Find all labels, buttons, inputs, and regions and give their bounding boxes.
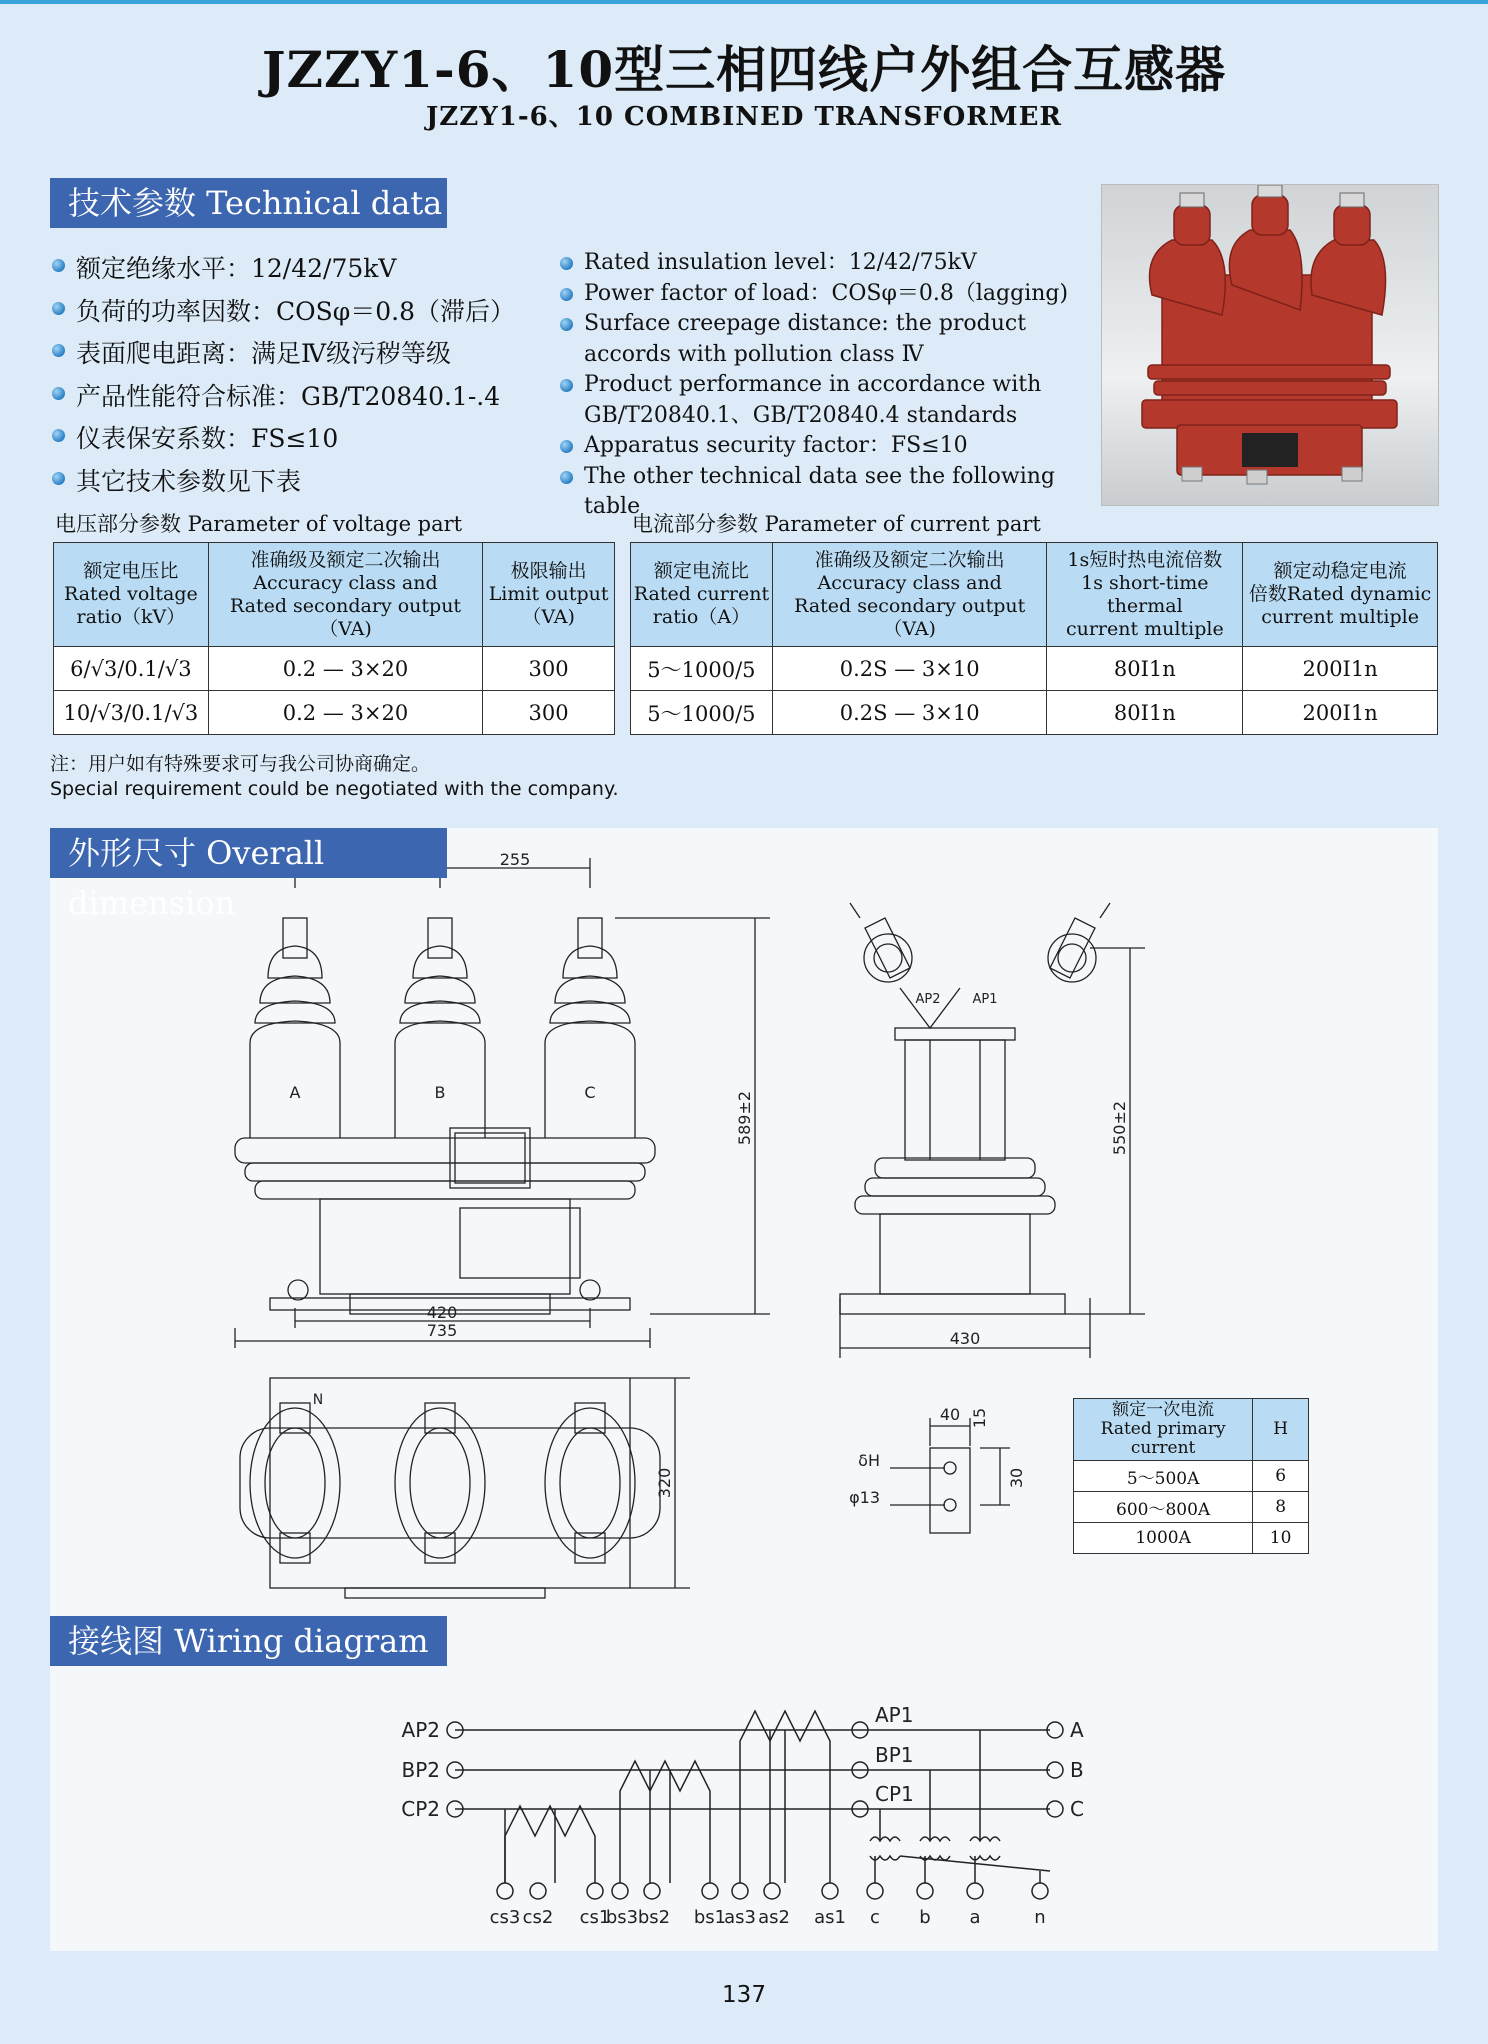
h-value-table (1073, 1398, 1309, 1554)
list-item: 额定绝缘水平：12/42/75kV (52, 248, 515, 291)
label-ap2: AP2 (915, 992, 941, 1007)
section-header-wiring-diagram: 接线图 Wiring diagram (50, 1616, 447, 1666)
wiring-panel (50, 1616, 1438, 1951)
column-header: 极限输出 Limit output （VA) (483, 543, 615, 647)
column-header: 额定一次电流 Rated primary current (1074, 1399, 1253, 1461)
list-item: 表面爬电距离：满足Ⅳ级污秽等级 (52, 333, 515, 376)
terminal-label: as2 (758, 1907, 790, 1928)
note-en: Special requirement could be negotiated with the company. (50, 778, 619, 800)
table-row: 5～1000/5 0.2S — 3×10 80I1n 200I1n (631, 691, 1438, 735)
dim-delta-h: δH (858, 1451, 880, 1470)
phase-label-b: B (434, 1083, 446, 1102)
section-header-technical-data: 技术参数 Technical data (50, 178, 447, 228)
current-parameter-table (630, 542, 1438, 735)
list-item: Power factor of load：COSφ＝0.8（lagging) (560, 279, 1100, 310)
list-item: Surface creepage distance: the product accords with pollution class Ⅳ (560, 309, 1100, 370)
label-n: N (312, 1392, 324, 1408)
list-item: The other technical data see the following table (560, 462, 1100, 523)
dim-15: 15 (970, 1407, 989, 1429)
wiring-label-cp2: CP2 (401, 1797, 440, 1821)
wiring-label-c: C (1070, 1797, 1084, 1821)
note (50, 752, 619, 802)
page-number: 137 (722, 1982, 766, 2008)
dim-550: 550±2 (1110, 1100, 1129, 1156)
list-item: Rated insulation level：12/42/75kV (560, 248, 1100, 279)
voltage-parameter-table (53, 542, 615, 735)
table-row: 600～800A 8 (1074, 1492, 1309, 1523)
dim-phi-13: φ13 (849, 1488, 880, 1507)
current-table-caption: 电流部分参数 Parameter of current part (632, 512, 1041, 536)
terminal-label: cs1 (579, 1907, 611, 1928)
terminal-label: a (969, 1907, 981, 1928)
list-item: 产品性能符合标准：GB/T20840.1-.4 (52, 376, 515, 419)
wiring-label-bp2: BP2 (401, 1758, 440, 1782)
terminal-label: bs2 (637, 1907, 671, 1928)
dim-30: 30 (1007, 1467, 1026, 1489)
product-photo (1101, 184, 1439, 506)
dim-589: 589±2 (735, 1090, 754, 1146)
wiring-label-ap2: AP2 (401, 1718, 440, 1742)
list-item: 其它技术参数见下表 (52, 461, 515, 504)
phase-label-a: A (289, 1083, 301, 1102)
wiring-label-cp1: CP1 (875, 1782, 914, 1806)
column-header: 额定电压比 Rated voltage ratio（kV） (54, 543, 209, 647)
list-item: Apparatus security factor：FS≤10 (560, 431, 1100, 462)
list-item: 负荷的功率因数：COSφ＝0.8（滞后） (52, 291, 515, 334)
column-header: 1s短时热电流倍数 1s short-time thermal current multiple (1047, 543, 1243, 647)
terminal-label: b (919, 1907, 931, 1928)
table-row: 1000A 10 (1074, 1523, 1309, 1554)
top-rule (0, 0, 1488, 4)
label-ap1: AP1 (972, 992, 998, 1007)
dim-255-right: 255 (499, 850, 531, 869)
dim-420: 420 (426, 1303, 458, 1322)
terminal-label: as3 (724, 1907, 756, 1928)
terminal-label: n (1034, 1907, 1046, 1928)
dim-40: 40 (939, 1405, 961, 1424)
table-row: 5～1000/5 0.2S — 3×10 80I1n 200I1n (631, 647, 1438, 691)
dim-735: 735 (426, 1321, 458, 1340)
terminal-label: bs1 (693, 1907, 727, 1928)
table-row: 10/√3/0.1/√3 0.2 — 3×20 300 (54, 691, 615, 735)
list-item: 仪表保安系数：FS≤10 (52, 418, 515, 461)
tech-list-cn (52, 248, 515, 503)
terminal-label: as1 (814, 1907, 846, 1928)
table-row: 5～500A 6 (1074, 1461, 1309, 1492)
terminal-label: bs3 (605, 1907, 639, 1928)
page-subtitle: JZZY1-6、10 COMBINED TRANSFORMER (425, 102, 1063, 132)
dim-430: 430 (949, 1329, 981, 1348)
column-header: H (1253, 1399, 1309, 1461)
wiring-label-bp1: BP1 (875, 1743, 914, 1767)
list-item: Product performance in accordance with GB/T20840.1、GB/T20840.4 standards (560, 370, 1100, 431)
wiring-label-ap1: AP1 (875, 1703, 914, 1727)
tech-list-en (560, 248, 1100, 523)
section-header-overall-dimension: 外形尺寸 Overall dimension (50, 828, 447, 878)
column-header: 准确级及额定二次输出 Accuracy class and Rated secondary output（VA) (208, 543, 482, 647)
voltage-table-caption: 电压部分参数 Parameter of voltage part (55, 512, 463, 536)
wiring-diagram (50, 1616, 1438, 1951)
page-title: JZZY1-6、10型三相四线户外组合互感器 (261, 40, 1227, 99)
terminal-label: cs2 (522, 1907, 554, 1928)
phase-label-c: C (584, 1083, 596, 1102)
wiring-label-b: B (1070, 1758, 1084, 1782)
note-cn: 注：用户如有特殊要求可与我公司协商确定。 (50, 753, 431, 775)
terminal-label: cs3 (489, 1907, 521, 1928)
dim-320: 320 (655, 1467, 674, 1499)
column-header: 额定电流比 Rated current ratio（A） (631, 543, 773, 647)
terminal-label: c (870, 1907, 880, 1928)
wiring-label-a: A (1070, 1718, 1084, 1742)
table-row: 6/√3/0.1/√3 0.2 — 3×20 300 (54, 647, 615, 691)
column-header: 额定动稳定电流 倍数Rated dynamic current multiple (1243, 543, 1438, 647)
column-header: 准确级及额定二次输出 Accuracy class and Rated secondary output（VA) (772, 543, 1047, 647)
